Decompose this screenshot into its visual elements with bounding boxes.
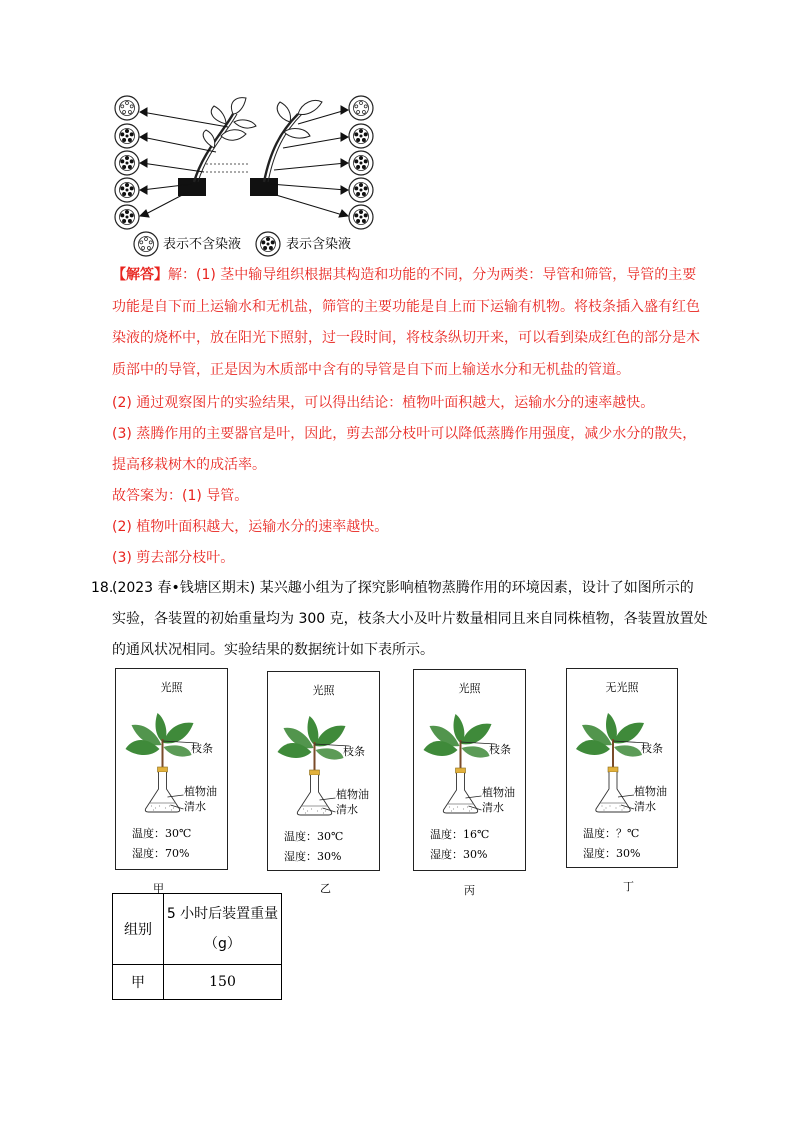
temperature-label: 温度：30℃ [284,830,344,843]
leaf [614,745,642,756]
dye-beaker-left [178,178,206,196]
humidity-label: 湿度：70% [132,847,190,860]
plant-flask-drawing [575,709,677,819]
humidity-label: 湿度：30% [583,847,641,860]
light-label: 光照 [160,681,183,694]
question-line: 实验，各装置的初始重量均为 300 克，枝条大小及叶片数量相同且来自同株植物，各装置放置处 [112,611,708,627]
answer-line: 功能是自下而上运输水和无机盐，筛管的主要功能是自上而下运输有机物。将枝条插入盛有红色 [112,299,700,315]
setup-panel [115,668,228,870]
water-label: 清水 [184,800,206,813]
leaf [316,748,344,759]
leaf [164,745,192,756]
question-line: (2023 春•钱塘区期末) 某兴趣小组为了探究影响植物蒸腾作用的环境因素，设计了如图所示的 [112,580,694,596]
section-circle [349,178,373,202]
answer-prefix: 【解答】 [112,267,168,283]
plant-flask-drawing [422,710,525,820]
setup-panel [267,671,380,871]
group-label: 甲 [153,882,164,895]
section-circle [115,124,139,148]
branch-label: 枝条 [641,742,663,755]
plant-flask-drawing [276,712,379,822]
table-row [113,965,282,1000]
answer-line: (2) 植物叶面积越大，运输水分的速率越快。 [112,519,389,535]
oil-label: 植物油 [184,785,217,798]
temperature-label: 温度：30℃ [132,827,192,840]
branch-label: 枝条 [191,742,213,755]
setup-panel [413,669,526,871]
stem-dye-figure [108,92,378,260]
water-label: 清水 [634,800,656,813]
light-label: 无光照 [605,681,639,694]
section-circle [349,151,373,175]
light-label: 光照 [312,684,335,697]
legend-dye-label: 表示含染液 [286,237,352,252]
branch-label: 枝条 [343,745,365,758]
section-circle [115,178,139,202]
answer-line: 【解答】解：(1) 茎中输导组织根据其构造和功能的不同，分为两类：导管和筛管，导管的主要 [112,267,697,283]
leaf [164,723,194,744]
legend-dye-symbol [256,232,280,256]
table-header-weight: 5 小时后装置重量 （g） [164,894,282,965]
temperature-label: 温度：16℃ [430,828,490,841]
oil-label: 植物油 [482,786,515,799]
question-number: 18. [91,580,114,596]
section-circle [349,124,373,148]
oil-label: 植物油 [336,788,369,801]
temperature-label: 温度：？℃ [583,827,640,840]
setup-panel [566,668,678,868]
leaves-left [203,98,256,148]
group-label: 乙 [320,882,331,895]
answer-line: (3) 剪去部分枝叶。 [112,550,235,566]
question-line: 的通风状况相同。实验结果的数据统计如下表所示。 [112,642,434,658]
section-circle [115,205,139,229]
result-table [112,893,282,1000]
legend-no-dye-label: 表示不含染液 [163,237,242,252]
answer-line: (2) 通过观察图片的实验结果，可以得出结论：植物叶面积越大，运输水分的速率越快。 [112,395,655,411]
leaf [614,723,644,744]
table-cell-group: 甲 [113,965,164,1000]
oil-label: 植物油 [634,785,667,798]
section-circle [349,205,373,229]
section-circle [115,96,139,120]
answer-line: (3) 蒸腾作用的主要器官是叶，因此，剪去部分枝叶可以降低蒸腾作用强度，减少水分的散失， [112,426,697,442]
leaf [462,746,490,757]
answer-line: 染液的烧杯中，放在阳光下照射，过一段时间，将枝条纵切开来，可以看到染成红色的部分是木 [112,330,700,346]
water-label: 清水 [336,803,358,816]
light-label: 光照 [458,682,481,695]
section-circle [349,96,373,120]
answer-line: 质部中的导管，正是因为木质部中含有的导管是自下而上输送水分和无机盐的管道。 [112,362,630,378]
table-header-group: 组别 [113,894,164,965]
answer-line: 故答案为：(1) 导管。 [112,488,249,504]
water-label: 清水 [482,801,504,814]
group-label: 丁 [623,880,634,893]
plant-flask-drawing [124,709,227,819]
humidity-label: 湿度：30% [430,848,488,861]
branch-label: 枝条 [489,743,511,756]
leaf [462,724,492,745]
humidity-label: 湿度：30% [284,850,342,863]
table-cell-weight: 150 [164,965,282,1000]
group-label: 丙 [464,884,475,897]
legend-no-dye-symbol [134,232,158,256]
leaf [316,726,346,747]
answer-line: 提高移栽树木的成活率。 [112,457,266,473]
section-circle [115,151,139,175]
